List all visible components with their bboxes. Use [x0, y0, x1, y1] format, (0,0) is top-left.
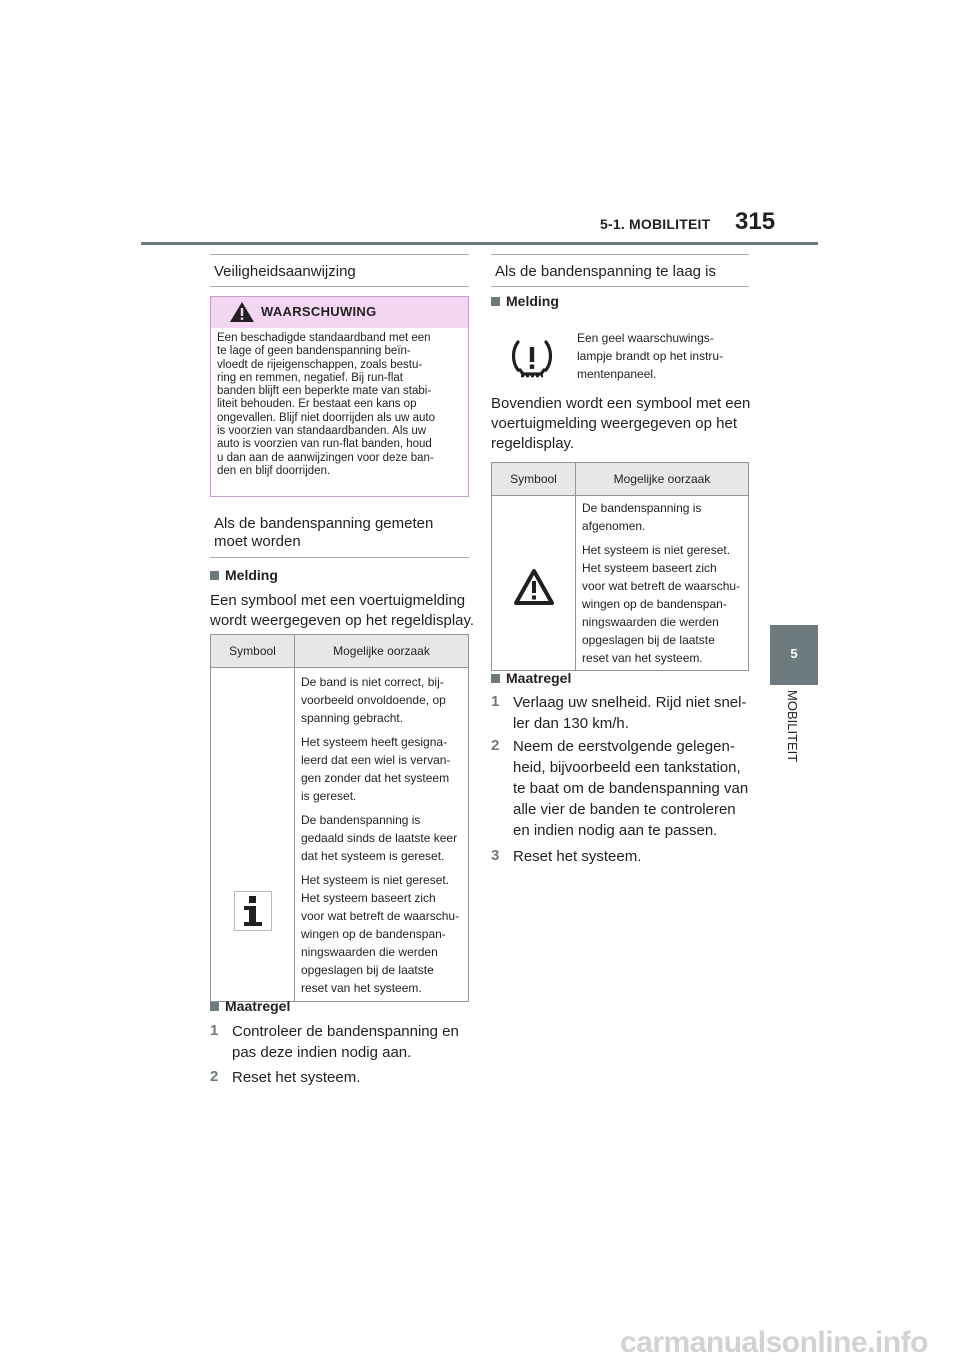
- symbol-cell: [492, 496, 576, 671]
- page-number: 315: [735, 208, 776, 235]
- lamp-text: Een geel waarschuwings- lampje brandt op het instru- mentenpaneel.: [577, 331, 724, 381]
- melding-heading: Melding: [491, 293, 559, 309]
- watermark: carmanualsonline.info: [620, 1326, 928, 1359]
- warning-header: [211, 297, 468, 328]
- step-item: 2 Neem de eerstvolgende gelegen- heid, bijvoorbeeld een tankstation, te baat om de bandenspanning van alle vier de banden te controleren en indien nodig aan te passen.: [491, 737, 749, 839]
- bullet-square: [491, 297, 500, 306]
- col-header-cause: Mogelijke oorzaak: [576, 463, 749, 496]
- cause-item: Het systeem heeft gesigna- leerd dat een wiel is vervan- gen zonder dat het systeem is gereset.: [301, 735, 451, 803]
- section-title: 5-1. MOBILITEIT: [600, 216, 711, 232]
- warning-triangle-icon: [229, 301, 255, 323]
- bullet-square: [210, 571, 219, 580]
- warning-text: Een beschadigde standaardband met een te lage of geen bandenspanning beïn- vloedt de rijeigenschappen, zoals bestu- ring en remmen, negatief. Bij run-flat banden blijft een beperkte mate van stabi- liteit behouden. Er bestaat een kans op ongevallen. Blijf niet doorrijden als uw auto is voorzien van standaardbanden. Als uw auto is voorzien van run-flat banden, houd u dan aan de aanwijzingen voor deze ban- den en blijf doorrijden.: [217, 332, 435, 477]
- cause-item: De band is niet correct, bij- voorbeeld onvoldoende, op spanning gebracht.: [301, 675, 446, 725]
- info-icon: [234, 891, 272, 931]
- step-item: 1 Verlaag uw snelheid. Rijd niet snel- ler dan 130 km/h.: [491, 693, 747, 732]
- cause-cell: [295, 668, 469, 1002]
- warning-box: [210, 296, 469, 497]
- symbol-cell: [211, 668, 295, 1002]
- maatregel-heading: Maatregel: [210, 998, 290, 1014]
- tire-pressure-warning-icon: [510, 336, 554, 380]
- cause-item: Het systeem is niet gereset. Het systeem baseert zich voor wat betreft de waarschu- wingen op de bandenspan- ningswaarden die werden opgeslagen bij de laatste reset van het systeem.: [301, 873, 460, 995]
- cause-item: De bandenspanning is gedaald sinds de laatste keer dat het systeem is gereset.: [301, 813, 458, 863]
- step-item: 3 Reset het systeem.: [491, 847, 642, 865]
- step-item: 1 Controleer de bandenspanning en pas deze indien nodig aan.: [210, 1022, 459, 1061]
- maatregel-heading: Maatregel: [491, 670, 571, 686]
- bullet-square: [210, 1002, 219, 1011]
- cause-item: Het systeem is niet gereset. Het systeem baseert zich voor wat betreft de waarschu- wingen op de bandenspan- ningswaarden die werden opgeslagen bij de laatste reset van het systeem.: [582, 543, 741, 665]
- measure-heading: Als de bandenspanning gemeten moet worden: [210, 508, 469, 558]
- melding-heading: Melding: [210, 567, 278, 583]
- bullet-square: [491, 674, 500, 683]
- symbol-table: [491, 462, 749, 671]
- chapter-tab[interactable]: 5: [770, 625, 818, 685]
- cause-cell: [576, 496, 749, 671]
- chapter-label: MOBILITEIT: [785, 690, 800, 763]
- warning-title: WAARSCHUWING: [261, 304, 377, 319]
- low-pressure-heading: Als de bandenspanning te laag is: [491, 254, 749, 287]
- warning-triangle-icon: [514, 569, 554, 605]
- step-item: 2 Reset het systeem.: [210, 1068, 361, 1086]
- col-header-symbol: Symbool: [492, 463, 576, 496]
- col-header-symbol: Symbool: [211, 635, 295, 668]
- symbol-table: [210, 634, 469, 1002]
- also-text: Bovendien wordt een symbool met een voertuigmelding weergegeven op het regeldisplay.: [491, 395, 751, 452]
- header-rule: [141, 242, 818, 245]
- cause-item: De bandenspanning is afgenomen.: [582, 501, 702, 533]
- safety-heading: Veiligheidsaanwijzing: [210, 254, 469, 287]
- melding-text: Een symbool met een voertuigmelding wordt weergegeven op het regeldisplay.: [210, 592, 475, 629]
- col-header-cause: Mogelijke oorzaak: [295, 635, 469, 668]
